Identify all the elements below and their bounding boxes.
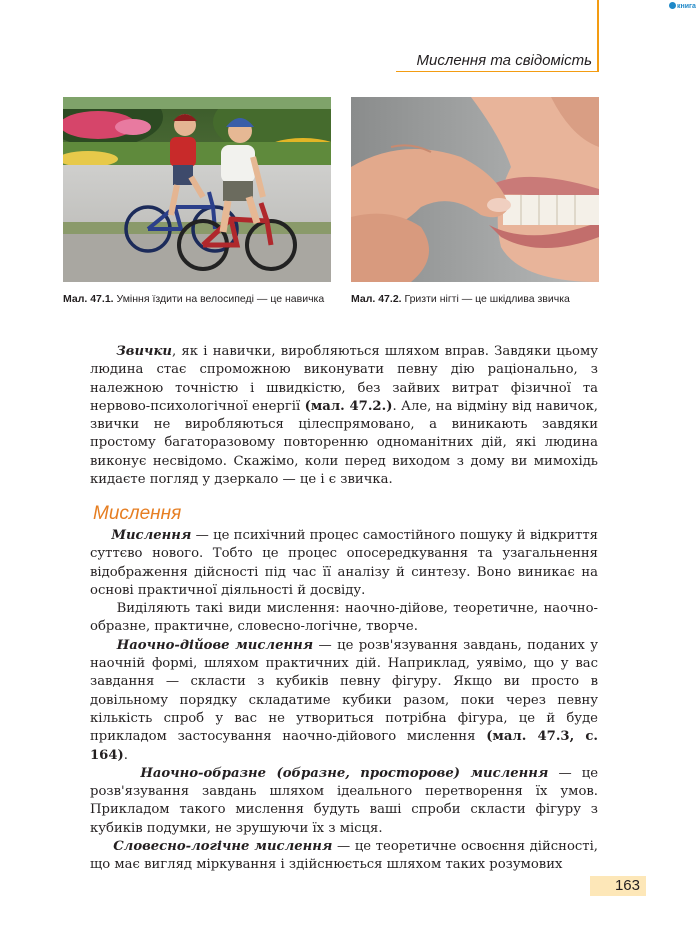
term: Звички [116,344,172,359]
publisher-logo [669,2,696,10]
paragraph-habits [90,343,598,489]
paragraph-text: . Але, на відміну від навичок, звички не виробляються цілеспрямовано, а виникають завдяки простому багаторазовому повторенню одноманітних дій, які людина виконує несвідомо. Скажімо, коли перед виходом з дому ви мимохідь кидаєте погляд у дзеркало — це і є звичка. [90,398,599,488]
logo-icon [669,2,676,9]
running-head: Мислення та свідомість [416,52,592,69]
figure-reference: (мал. 47.3, с. 164) [90,729,598,763]
paragraph-text: . [123,747,128,763]
term: Словесно-логічне мислення [113,839,333,855]
figure-caption-text: Уміння їздити на велосипеді — це навичка [116,293,325,305]
paragraph-text: — це теоретичне освоєння дійсності, що має вигляд міркування і здійснюється шляхом таких розумових [90,839,598,873]
paragraph-text: — це розв'язування завдань, поданих у наочній формі, шляхом практичних дій. Наприклад, уявімо, що у вас завдання — скласти з кубиків певну фігуру. Якщо ви просто в довільному порядку складатиме кубики разом, поки через певну кількість спроб у вас не утвориться потрібна фігура, це й буде прикладом застосування наочно-дійового мислення [90,637,598,745]
term: Наочно-дійове мислення [116,637,314,653]
term: Наочно-образне (образне, просторове) мислення [140,765,549,781]
page-number-box [590,876,646,896]
term: Мислення [111,528,192,543]
section-title: Мислення [93,503,182,524]
page-number: 163 [614,877,640,894]
figure-caption-47-1 [63,293,333,306]
paragraph-text: , як і навички, виробляються шляхом вправ. Завдяки цьому людина стає спроможною виконувати певну дію раціонально, з належною точністю і швидкістю, без зайвих витрат фізичної та нервово-психологічної енергії [90,344,598,414]
figure-reference: (мал. 47.2.) [304,398,393,414]
figure-label: Мал. 47.1. [63,293,114,305]
figure-label: Мал. 47.2. [351,293,402,305]
figure-bicycle-photo [63,97,331,282]
paragraph-text: Виділяють такі види мислення: наочно-дійове, теоретичне, наочно-образне, практичне, словесно-логічне, творче. [90,601,598,635]
section-body [90,527,598,875]
running-head-rule [396,71,598,72]
paragraph-text: — це психічний процес самостійного пошуку й відкриття суттєво нового. Тобто це процес опосередкування та узагальнення відображення дійсності під час її аналізу й синтезу. Воно виникає на основі практичної діяльності й досвіду. [90,528,598,598]
paragraph-text: — це розв'язування завдань шляхом ідеального перетворення їх умов. Прикладом такого мислення будуть ваші спроби скласти фігуру з кубиків подумки, не зрушуючи їх з місця. [90,765,598,836]
margin-rule [597,0,599,72]
figure-caption-text: Гризти нігті — це шкідлива звичка [404,293,570,305]
figure-caption-47-2 [351,293,611,306]
publisher-name: книга [677,3,696,10]
figure-nail-biting-photo [351,97,599,282]
